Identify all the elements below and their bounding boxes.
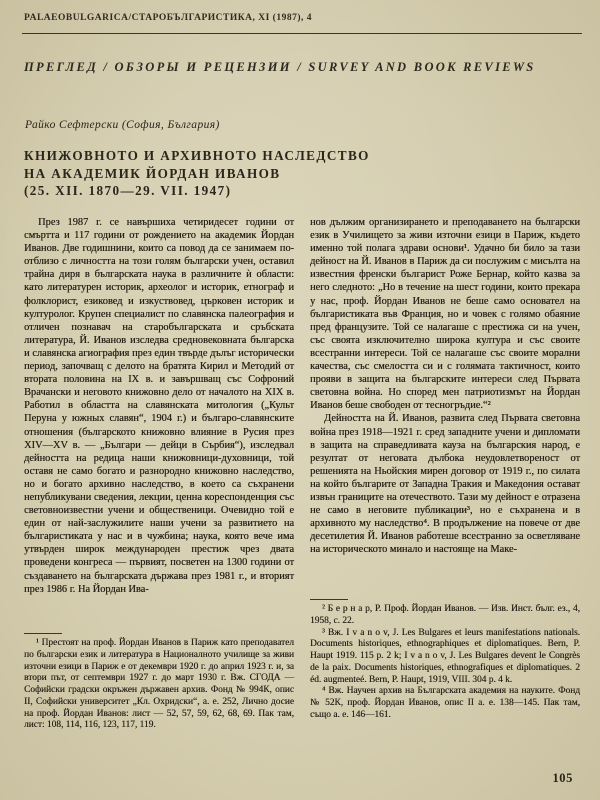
section-heading: ПРЕГЛЕД / ОБЗОРЫ И РЕЦЕНЗИИ / SURVEY AND BOOK REVIEWS [24, 60, 536, 74]
author-line: Райко Сефтерски (София, България) [25, 119, 220, 131]
right-column-body [310, 216, 580, 596]
page-number: 105 [552, 771, 573, 785]
article-title [24, 147, 370, 200]
journal-header: PALAEOBULGARICA/СТАРОБЪЛГАРИСТИКА, XI (1987), 4 [24, 13, 312, 23]
right-column [310, 216, 580, 732]
right-column-footnotes [310, 604, 580, 722]
two-column-text [24, 216, 580, 732]
left-column-footnotes [24, 638, 294, 732]
left-column-body [24, 216, 294, 630]
footnote-3: ³ Вж. I v a n o v, J. Les Bulgares et leurs manifestations nationals. Documents historiques, ethnographiques et diplomatiques. Bern, P. Haupt 1919. 115 p. 2 k; I v a n o v, J. Les Bulgares devent le Congrès de la paix. Documents historiques, ethnografiques et diplomatiques. 2 éd. augmenteé. Bern, P. Haupt, 1919, VIII. 304 p. 4 k. [310, 627, 580, 685]
body-paragraph: През 1987 г. се навършиха четиридесет години от смъртта и 117 години от рождението на академик Йордан Иванов. Две годишнини, които са повод да се занимаем по-отблизо с личността на този голям български учен, оставил трайна диря в българската наука в различните ѝ области: като литературен историк, археолог и историк, етнограф и фолклорист, езиковед и изкуствовед, църковен историк и културолог. Крупен специалист по славянска палеография и отличен познавач на старобългарската и сръбската литература, Й. Иванов изследва средновековната българска и славянска агиография през един твърде дълъг исторически период, започващ с делото на братята Кирил и Методий от втората половина на IX в. и завършващ със Софроний Врачански и неговото книжовно дело от началото на XIX в. Работил в областта на славянската митология („Культ Перуна у южных славян“, 1904 г.) и българо-славянските отношения (българското книжовно влияние в Русия през XIV—XV в. — „Българи — дейци в Сърбия“), изследвал дейността на редица наши книжовници-духовници, той оставя не само богато и разнородно книжовно наследство, но и богато архивно наследство, в което са съхранени непубликувани сведения, лекции, ценна кореспонденция със световноизвестни учени и общественици. Очевидно той е един от най-заслужилите наши учени за развитието на българистиката у нас и в чужбина; наука, която вече има утвърден широк международен престиж чрез двата проведени конгреса — първият, посветен на 1300 години от създаването на българската държава през 1981 г., и вторият през 1986 г. На Йордан Ива- [24, 217, 294, 595]
footnote-separator [24, 633, 62, 634]
title-line-2: НА АКАДЕМИК ЙОРДАН ИВАНОВ [24, 165, 281, 181]
title-line-1: КНИЖОВНОТО И АРХИВНОТО НАСЛЕДСТВО [24, 148, 370, 163]
body-paragraph: Дейността на Й. Иванов, развита след Първата световна война през 1918—1921 г. сред западните учени и дипломати в защита на справедливата кауза на българския народ, е резултат от неговата дълбока неудовлетвореност от решенията на Ньойския мирен договор от 1919 г., по силата на който българите от Западна Тракия и Македония остават извън границите на отечеството. Тази му дейност е отразена не само в неговите публикации³, но е съхранена и в архивното му наследство⁴. В продължение на повече от две десетилетия Й. Иванов работеше всестранно за осветляване на историческото минало и настояще на Маке- [310, 413, 580, 556]
title-line-3: (25. XII. 1870—29. VII. 1947) [24, 183, 232, 198]
footnote-1: ¹ Престоят на проф. Йордан Иванов в Париж като преподавател по български език и литература в Националното училище за живи източни езици в Париж е от декември 1920 г. до април 1923 г. и, за втори път, от септември 1927 г. до март 1930 г. Вж. СГОДА — Софийски градски окръжен държавен архив. Фонд № 994К, опис II, Софийски университет „Кл. Охридски“, а. е. 252, Лично досие на проф. Йордан Иванов: лист — 52, 57, 59, 62, 68, 69. Пак там, лист: 108, 114, 116, 123, 117, 119. [24, 638, 294, 731]
footnote-2: ² Б е р н а р, Р. Проф. Йордан Иванов. — Изв. Инст. бълг. ез., 4, 1958, с. 22. [310, 604, 580, 626]
footnote-separator [310, 599, 348, 600]
header-rule [22, 33, 582, 34]
body-paragraph: нов дължим организирането и преподаването на български език в Училището за живи източни езици в Париж, където именно той полага здрави основи¹. Удачно би било за тази дейност на Й. Иванов в Париж да си послужим с мисълта на известния френски българист Роже Бернар, който казва за него следното: „Но в течение на шест години, които прекара у нас, проф. Йордан Иванов не беше само основател на българистиката във Франция, но и човек с голямо обаяние пред французите. Той се налагаше с престижа си на учен, със своята изключително широка култура и със своите всестранни интереси. Той се налагаше със своите морални качества, със смелостта си и с голямата тактичност, които прояви в защита на българските интереси след Първата световна война. Но според мен патриотизмът на Йордан Иванов беше свободен от тесногръдие.“² [310, 217, 580, 412]
left-column [24, 216, 294, 732]
footnote-4: ⁴ Вж. Научен архив на Българската академия на науките. Фонд № 52К, проф. Йордан Иванов, опис II а. е. 138—145. Пак там, също а. е. 146—161. [310, 686, 580, 720]
